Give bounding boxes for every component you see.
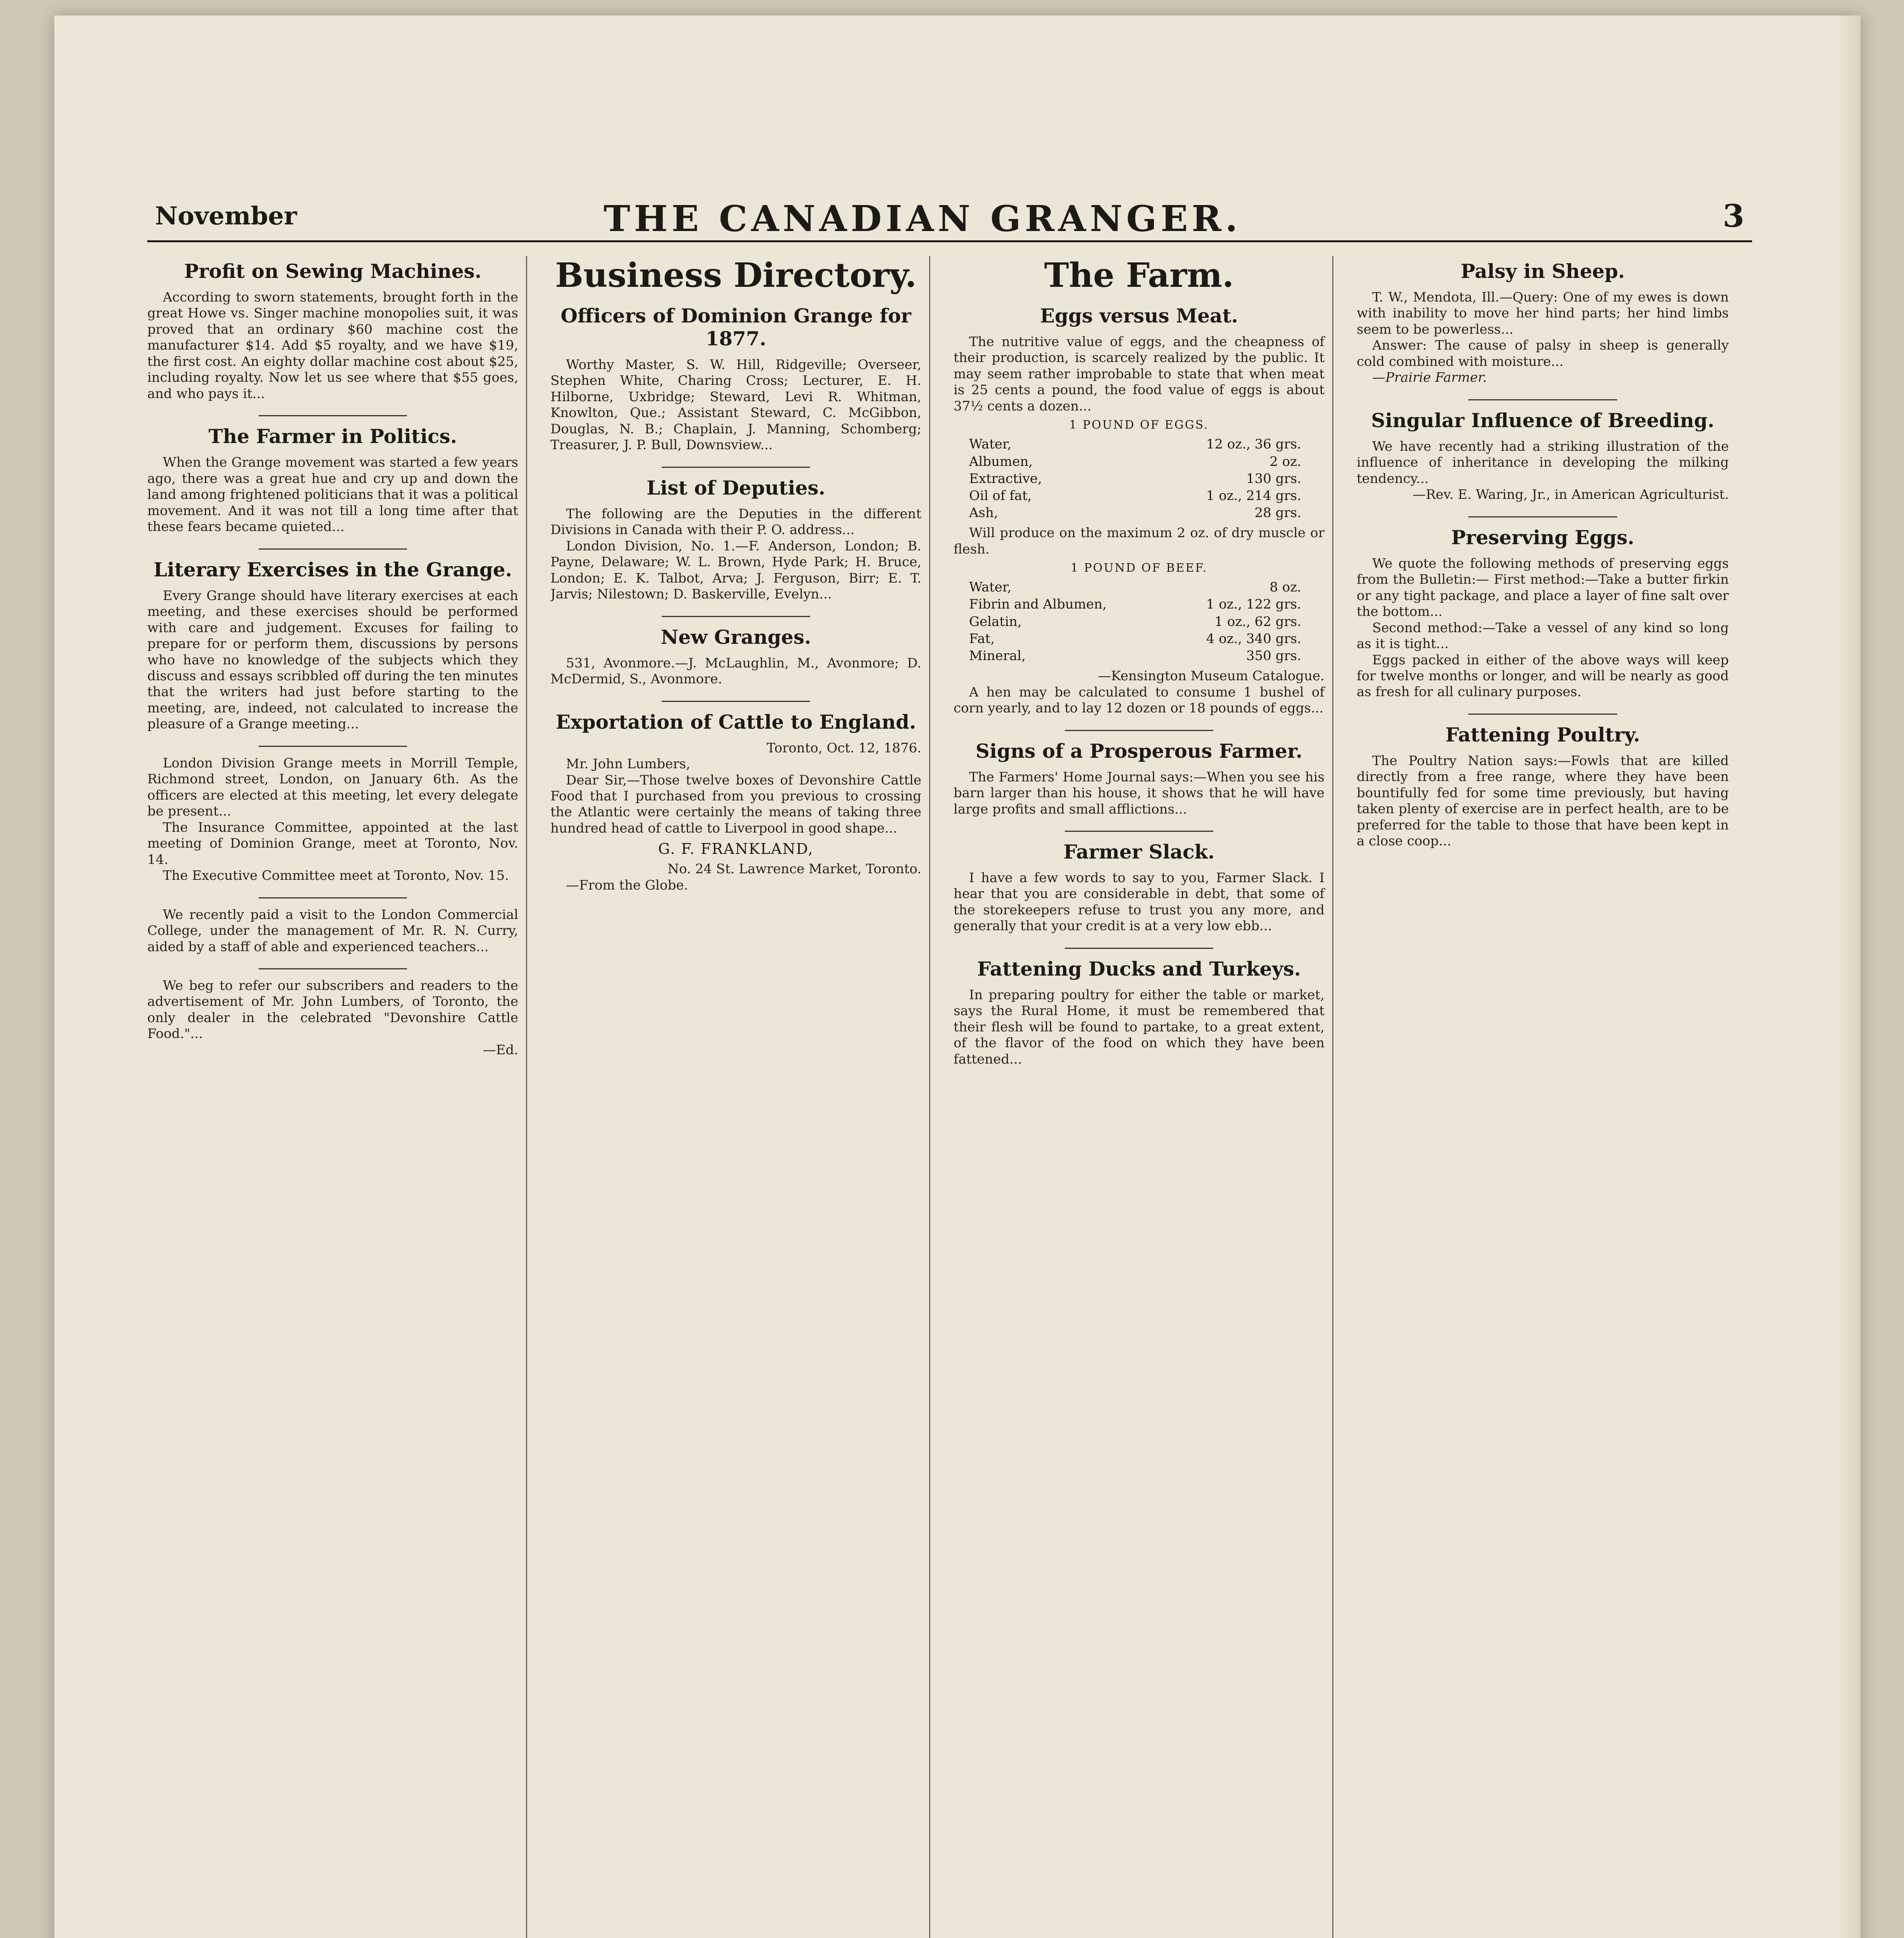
table-cell: Water, — [969, 579, 1012, 595]
masthead — [78, 182, 1768, 240]
table-cell: Mineral, — [969, 648, 1026, 664]
article-body: In preparing poultry for either the table or market, says the Rural Home, it must be remembered that their flesh will be found to partake, to a great extent, of the flavor of the food on which they have been fattened... — [954, 987, 1325, 1067]
table-cell: 12 oz., 36 grs. — [1206, 436, 1301, 452]
table-row — [969, 470, 1325, 487]
notice-cattle-food — [147, 978, 518, 1058]
article-body: The Poultry Nation says:—Fowls that are killed directly from a free range, where they have been bountifully fed for some time previously, but having taken plenty of exercise are in perfect health, are to be preferred for the table to those that have been kept in a close coop... — [1357, 753, 1729, 849]
article-farmer-slack — [954, 840, 1325, 935]
table-cell: Gelatin, — [969, 614, 1022, 629]
notice-body: We recently paid a visit to the London Commercial College, under the management of Mr. R. N. Curry, aided by a staff of able and experienced teachers... — [147, 907, 518, 955]
table-row — [969, 453, 1325, 470]
addressee: Mr. John Lumbers, — [566, 756, 690, 772]
table-row — [969, 613, 1325, 630]
divider — [259, 548, 407, 550]
table-cell: Water, — [969, 436, 1012, 452]
signature-address: No. 24 St. Lawrence Market, Toronto. — [667, 861, 921, 877]
notice-body: The Insurance Committee, appointed at the last meeting of Dominion Grange, meet at Toronto, Nov. 14. — [147, 819, 518, 867]
divider — [1468, 399, 1617, 400]
divider — [662, 701, 810, 702]
divider — [1065, 831, 1213, 832]
article-body: Dear Sir,—Those twelve boxes of Devonshire Cattle Food that I purchased from you previous to crossing the Atlantic were certainly the means of taking three hundred head of cattle to Liverpool in good shape... — [550, 772, 921, 836]
headline: List of Deputies. — [646, 476, 825, 499]
table-cell: 130 grs. — [1246, 471, 1301, 486]
divider — [259, 746, 407, 747]
article-columns — [147, 256, 1737, 1938]
article-body: Every Grange should have literary exercises at each meeting, and these exercises should be performed with care and judgement. Excuses for failing to prepare for or perform them, discussions by persons who have no knowledge of the subjects which they discuss and essays scribbled off during the ten minutes that the writers had just before starting to the meeting, are, indeed, not calculated to increase the pleasure of a Grange meeting... — [147, 588, 518, 732]
answer-body: Answer: The cause of palsy in sheep is generally cold combined with moisture... — [1357, 338, 1729, 369]
article-cattle-export — [550, 710, 921, 894]
table-row — [969, 487, 1325, 504]
beef-composition-table — [969, 579, 1325, 664]
table-caption: 1 POUND OF BEEF. — [1071, 561, 1207, 575]
article-body: According to sworn statements, brought forth in the great Howe vs. Singer machine monopolies suit, it was proved that an ordinary $60 machine cost the manufacturer $14. Add $5 royalty, and we have $19, the first cost. An eighty dollar machine cost about $25, including royalty. Now let us see where that $55 goes, and who pays it... — [147, 290, 518, 402]
issue-month: November — [155, 202, 297, 231]
article-body: Eggs packed in either of the above ways will keep for twelve months or longer, and will be nearly as good as fresh for all culinary purposes. — [1357, 652, 1729, 700]
article-source: —Rev. E. Waring, Jr., in American Agriculturist. — [1412, 487, 1729, 503]
divider — [259, 897, 407, 898]
headline: Profit on Sewing Machines. — [184, 260, 482, 283]
headline: Farmer Slack. — [1063, 840, 1215, 863]
article-body: 531, Avonmore.—J. McLaughlin, M., Avonmore; D. McDermid, S., Avonmore. — [550, 655, 921, 687]
article-officers — [550, 304, 921, 453]
divider — [1065, 730, 1213, 731]
article-body: The nutritive value of eggs, and the cheapness of their production, is scarcely realized by the public. It may seem rather improbable to state that when meat is 25 cents a pound, the food value of eggs is about 37½ cents a dozen... — [954, 334, 1325, 414]
table-row — [969, 630, 1325, 647]
table-cell: Extractive, — [969, 471, 1042, 486]
headline: Fattening Ducks and Turkeys. — [977, 957, 1301, 980]
notice-body: The Executive Committee meet at Toronto, Nov. 15. — [163, 868, 509, 884]
headline: Exportation of Cattle to England. — [555, 710, 916, 733]
table-cell: 350 grs. — [1246, 648, 1301, 664]
article-body: The Farmers' Home Journal says:—When you see his barn larger than his house, it shows that he will have large profits and small afflictions... — [954, 769, 1325, 817]
article-body: We quote the following methods of preserving eggs from the Bulletin:— First method:—Take a butter firkin or any tight package, and place a layer of fine salt over the bottom... — [1357, 555, 1729, 620]
table-cell: Albumen, — [969, 453, 1033, 469]
table-cell: Ash, — [969, 505, 998, 521]
article-fattening-poultry — [1357, 723, 1729, 850]
article-body: Second method:—Take a vessel of any kind so long as it is tight... — [1357, 620, 1729, 652]
headline: Officers of Dominion Grange for 1877. — [561, 304, 911, 350]
article-new-granges — [550, 626, 921, 688]
article-body: Worthy Master, S. W. Hill, Ridgeville; Overseer, Stephen White, Charing Cross; Lecturer, E. H. Hilborne, Uxbridge; Steward, Levi R. Whitman, Knowlton, Que.; Assistant Steward, C. McGibbon, Douglas, N. B.; Chaplain, J. Manning, Schomberg; Treasurer, J. P. Bull, Downsview... — [550, 357, 921, 453]
article-palsy-sheep — [1357, 260, 1729, 386]
divider — [1468, 516, 1617, 517]
section-title: Business Directory. — [555, 256, 917, 295]
column-2 — [550, 256, 930, 1938]
table-cell: Fibrin and Albumen, — [969, 597, 1107, 612]
divider — [662, 467, 810, 468]
divider — [662, 616, 810, 617]
article-deputies — [550, 476, 921, 603]
egg-composition-table — [969, 436, 1325, 521]
headline: Eggs versus Meat. — [1040, 304, 1238, 327]
article-intro: The following are the Deputies in the different Divisions in Canada with their P. O. address... — [550, 506, 921, 538]
article-ducks-turkeys — [954, 957, 1325, 1067]
headline: The Farmer in Politics. — [208, 425, 457, 448]
newspaper-title: THE CANADIAN GRANGER. — [604, 198, 1242, 240]
table-cell: Fat, — [969, 631, 995, 647]
headline: New Granges. — [661, 625, 811, 648]
article-source: —Prairie Farmer. — [1372, 370, 1487, 386]
table-caption: 1 POUND OF EGGS. — [1069, 418, 1209, 432]
table-cell: 1 oz., 214 grs. — [1206, 488, 1301, 503]
article-body: When the Grange movement was started a few years ago, there was a great hue and cry up and down the land among frightened politicians that it was a political movement. And it was not till a long time after that these fears became quieted... — [147, 455, 518, 535]
article-literary-exercises — [147, 558, 518, 733]
table-row — [969, 647, 1325, 664]
signature-name: G. F. FRANKLAND, — [658, 840, 814, 858]
article-breeding — [1357, 409, 1729, 503]
table-cell: 1 oz., 62 grs. — [1214, 614, 1301, 629]
table-row — [969, 504, 1325, 521]
table-cell: 28 grs. — [1254, 505, 1301, 521]
headline: Singular Influence of Breeding. — [1371, 409, 1714, 432]
article-sewing-machines — [147, 260, 518, 402]
table-cell: 1 oz., 122 grs. — [1206, 597, 1301, 612]
article-body: I have a few words to say to you, Farmer Slack. I hear that you are considerable in debt, that some of the storekeepers refuse to trust you any more, and generally that your credit is at a very low ebb... — [954, 870, 1325, 934]
editor-signature: —Ed. — [483, 1042, 518, 1058]
dateline: Toronto, Oct. 12, 1876. — [766, 740, 921, 756]
table-note: Will produce on the maximum 2 oz. of dry muscle or flesh. — [954, 525, 1325, 557]
page-edge — [1837, 16, 1861, 1938]
table-row — [969, 596, 1325, 613]
notice-commercial-college — [147, 907, 518, 955]
headline: Preserving Eggs. — [1451, 526, 1635, 549]
notice-london-division — [147, 755, 518, 884]
table-cell: 8 oz. — [1269, 579, 1301, 595]
table-row — [969, 579, 1325, 596]
article-body: We have recently had a striking illustration of the influence of inheritance in developing the milking tendency... — [1357, 438, 1729, 486]
column-4 — [1357, 256, 1737, 1938]
column-3 — [954, 256, 1333, 1938]
divider — [259, 968, 407, 969]
headline: Palsy in Sheep. — [1461, 260, 1625, 283]
divider — [1065, 948, 1213, 949]
notice-body: London Division Grange meets in Morrill Temple, Richmond street, London, on January 6th. As the officers are elected at this meeting, let every delegate be present... — [147, 755, 518, 819]
article-eggs-vs-meat — [954, 304, 1325, 717]
table-source: —Kensington Museum Catalogue. — [1098, 668, 1325, 684]
query-body: T. W., Mendota, Ill.—Query: One of my ewes is down with inability to move her hind parts; her hind limbs seem to be powerless... — [1357, 290, 1729, 337]
headline: Literary Exercises in the Grange. — [153, 558, 512, 581]
table-cell: Oil of fat, — [969, 488, 1032, 503]
notice-body: We beg to refer our subscribers and readers to the advertisement of Mr. John Lumbers, of Toronto, the only dealer in the celebrated "Devonshire Cattle Food."... — [147, 978, 518, 1042]
divider — [1468, 714, 1617, 715]
table-cell: 2 oz. — [1269, 453, 1301, 469]
article-source: —From the Globe. — [566, 877, 688, 893]
article-prosperous-farmer — [954, 740, 1325, 817]
divider — [259, 415, 407, 416]
article-body: London Division, No. 1.—F. Anderson, London; B. Payne, Delaware; W. L. Brown, Hyde Park; H. Bruce, London; E. K. Talbot, Arva; J. Ferguson, Birr; E. T. Jarvis; Nilestown; D. Baskerville, Evelyn... — [550, 538, 921, 602]
column-1 — [147, 256, 527, 1938]
article-body: A hen may be calculated to consume 1 bushel of corn yearly, and to lay 12 dozen or 18 pounds of eggs... — [954, 684, 1325, 716]
article-preserving-eggs — [1357, 526, 1729, 700]
section-title: The Farm. — [1044, 256, 1234, 295]
headline: Fattening Poultry. — [1445, 723, 1640, 746]
table-row — [969, 436, 1325, 453]
masthead-rule — [147, 240, 1752, 242]
article-farmer-politics — [147, 425, 518, 535]
table-cell: 4 oz., 340 grs. — [1206, 631, 1301, 647]
headline: Signs of a Prosperous Farmer. — [975, 739, 1303, 762]
page-number: 3 — [1723, 198, 1744, 234]
